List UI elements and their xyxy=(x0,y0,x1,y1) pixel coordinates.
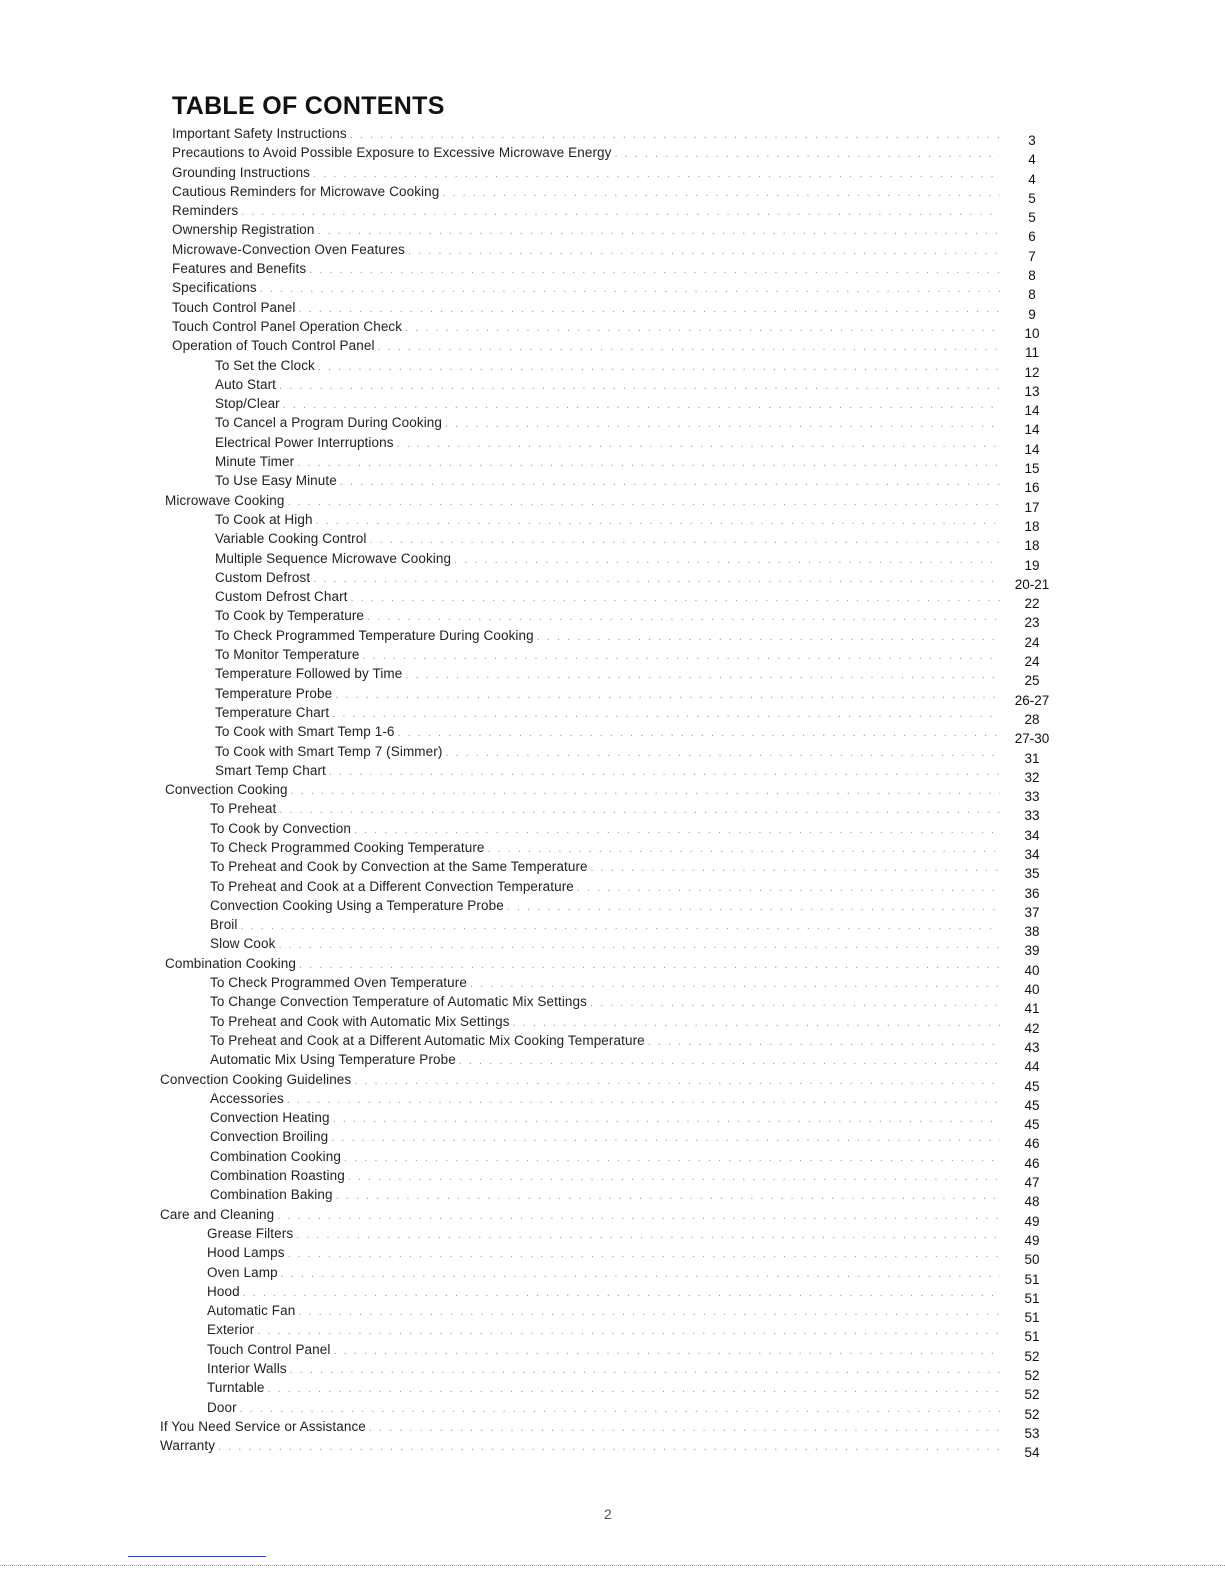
toc-entry-label: Touch Control Panel xyxy=(172,299,296,315)
toc-entry-text xyxy=(210,877,1004,898)
toc-entry xyxy=(160,664,1060,689)
toc-page-number: 34 xyxy=(1024,827,1040,843)
toc-page-number: 40 xyxy=(1024,982,1040,998)
toc-page-number: 51 xyxy=(1024,1310,1040,1326)
toc-entry xyxy=(160,568,1060,592)
toc-entry xyxy=(160,703,1060,727)
toc-entry-label: To Set the Clock xyxy=(215,357,315,373)
toc-page-number: 18 xyxy=(1024,538,1040,554)
toc-entry-label: Features and Benefits xyxy=(172,261,307,277)
toc-entry-text xyxy=(210,1185,1004,1206)
toc-page-number: 51 xyxy=(1024,1271,1040,1287)
toc-entry xyxy=(160,645,1060,670)
toc-entry-label: Hood Lamps xyxy=(207,1245,285,1261)
page-title: TABLE OF CONTENTS xyxy=(172,92,445,120)
toc-entry xyxy=(160,220,1060,245)
toc-entry-text xyxy=(172,240,1004,261)
toc-entry-text xyxy=(215,529,1004,550)
toc-entry xyxy=(160,259,1060,284)
toc-entry-text xyxy=(215,722,1004,743)
toc-entry-text xyxy=(160,1417,1004,1438)
toc-entry-text xyxy=(207,1243,1004,1264)
toc-page-number: 5 xyxy=(1028,210,1036,226)
toc-entry xyxy=(160,471,1060,496)
toc-page-number: 50 xyxy=(1024,1252,1040,1268)
toc-entry-label: Interior Walls xyxy=(207,1361,287,1376)
toc-entry-label: Convection Heating xyxy=(210,1110,330,1126)
table-of-contents xyxy=(160,124,1060,1461)
toc-page-number: 4 xyxy=(1028,152,1036,168)
toc-entry xyxy=(160,375,1060,399)
toc-entry xyxy=(160,433,1060,457)
toc-page-number: 24 xyxy=(1024,654,1040,670)
toc-entry-text xyxy=(207,1282,1004,1303)
toc-entry xyxy=(160,1166,1060,1191)
toc-entry-label: Exterior xyxy=(207,1322,255,1338)
toc-entry xyxy=(160,452,1060,477)
toc-entry xyxy=(160,973,1060,998)
toc-entry-label: Convection Broiling xyxy=(210,1129,329,1145)
toc-entry xyxy=(160,1320,1060,1345)
toc-entry xyxy=(160,529,1060,554)
toc-entry xyxy=(160,201,1060,226)
toc-entry xyxy=(160,761,1060,785)
toc-page-number: 34 xyxy=(1024,846,1040,862)
toc-entry-label: If You Need Service or Assistance xyxy=(160,1418,366,1434)
toc-entry xyxy=(160,1417,1060,1441)
toc-entry-text xyxy=(210,934,1004,955)
toc-page-number: 14 xyxy=(1024,403,1040,419)
toc-entry-label: Auto Start xyxy=(215,376,277,392)
toc-entry-text xyxy=(210,1127,1004,1148)
toc-page-number: 22 xyxy=(1024,596,1040,612)
toc-entry-text xyxy=(215,413,1004,434)
toc-page-number: 20-21 xyxy=(1014,576,1050,592)
toc-entry xyxy=(160,298,1060,322)
toc-entry-text xyxy=(207,1398,1004,1419)
toc-entry-text xyxy=(160,1436,1004,1457)
toc-entry-text xyxy=(172,278,1004,299)
toc-entry-text xyxy=(215,433,1004,454)
toc-entry xyxy=(160,819,1060,843)
toc-entry-text xyxy=(172,163,1004,184)
toc-entry-label: Cautious Reminders for Microwave Cooking xyxy=(172,183,440,199)
toc-entry xyxy=(160,240,1060,264)
toc-page-number: 13 xyxy=(1024,383,1040,399)
toc-entry-text xyxy=(172,220,1004,241)
toc-entry-text xyxy=(215,626,1004,647)
toc-page-number: 8 xyxy=(1028,268,1036,284)
toc-entry-label: To Cook by Convection xyxy=(210,820,351,836)
toc-entry-label: Convection Cooking xyxy=(165,782,288,798)
toc-entry-label: Custom Defrost Chart xyxy=(215,589,348,605)
toc-entry xyxy=(160,954,1060,978)
toc-entry xyxy=(160,1185,1060,1210)
toc-entry-label: Microwave-Convection Oven Features xyxy=(172,241,405,257)
toc-entry-label: Slow Cook xyxy=(210,936,276,952)
toc-page-number: 45 xyxy=(1024,1078,1040,1094)
toc-entry xyxy=(160,934,1060,959)
toc-page-number: 44 xyxy=(1024,1059,1040,1075)
toc-page-number: 33 xyxy=(1024,789,1040,805)
toc-page-number: 24 xyxy=(1024,634,1040,650)
toc-entry xyxy=(160,684,1060,708)
toc-entry xyxy=(160,356,1060,380)
toc-entry-label: Stop/Clear xyxy=(215,396,280,412)
toc-entry-label: To Check Programmed Oven Temperature xyxy=(210,975,467,991)
toc-entry-text xyxy=(215,452,1004,473)
toc-entry-text xyxy=(215,549,1004,570)
toc-entry xyxy=(160,1436,1060,1461)
toc-page-number: 46 xyxy=(1024,1136,1040,1152)
toc-entry xyxy=(160,1050,1060,1075)
toc-page-number: 14 xyxy=(1024,422,1040,438)
toc-entry-label: Warranty xyxy=(160,1438,216,1454)
toc-entry-text xyxy=(210,1050,1004,1071)
toc-entry xyxy=(160,317,1060,341)
toc-page-number: 17 xyxy=(1024,499,1040,515)
toc-page-number: 49 xyxy=(1024,1213,1040,1229)
toc-entry xyxy=(160,1263,1060,1287)
toc-entry xyxy=(160,877,1060,901)
toc-entry xyxy=(160,915,1060,940)
toc-entry-text xyxy=(207,1340,1004,1361)
toc-entry-label: To Preheat and Cook by Convection at the Same Temperature xyxy=(210,859,588,875)
toc-entry-label: Variable Cooking Control xyxy=(215,531,367,547)
toc-entry-text xyxy=(210,838,1004,859)
toc-page-number: 41 xyxy=(1024,1001,1040,1017)
toc-page-number: 52 xyxy=(1024,1368,1040,1383)
toc-entry xyxy=(160,1089,1060,1113)
toc-page-number: 7 xyxy=(1028,248,1036,264)
toc-entry xyxy=(160,1282,1060,1306)
toc-entry xyxy=(160,606,1060,631)
toc-entry-label: Temperature Chart xyxy=(215,704,330,720)
toc-page-number: 53 xyxy=(1024,1425,1040,1441)
toc-page-number: 33 xyxy=(1024,808,1040,824)
toc-page-number: 54 xyxy=(1024,1445,1040,1461)
toc-entry-label: Automatic Mix Using Temperature Probe xyxy=(210,1052,456,1068)
toc-entry-label: Smart Temp Chart xyxy=(215,762,326,778)
toc-entry-text xyxy=(210,799,1004,820)
toc-page-number: 31 xyxy=(1024,750,1040,766)
toc-page-number: 51 xyxy=(1024,1290,1040,1306)
toc-entry-label: Operation of Touch Control Panel xyxy=(172,338,375,354)
toc-entry-label: Temperature Followed by Time xyxy=(215,666,403,682)
toc-entry-text xyxy=(215,471,1004,492)
toc-page-number: 49 xyxy=(1024,1232,1040,1248)
toc-entry-label: Minute Timer xyxy=(215,454,295,470)
toc-entry-text xyxy=(165,780,1004,801)
toc-entry-text xyxy=(172,143,1004,164)
toc-entry xyxy=(160,1243,1060,1268)
toc-entry-label: Combination Baking xyxy=(210,1187,333,1203)
toc-entry-text xyxy=(210,1031,1004,1052)
toc-entry-text xyxy=(210,819,1004,840)
toc-entry xyxy=(160,182,1060,206)
toc-entry-text xyxy=(215,742,1004,763)
toc-entry-text xyxy=(172,182,1004,203)
toc-page-number: 28 xyxy=(1024,711,1040,727)
toc-entry-label: To Cancel a Program During Cooking xyxy=(215,415,443,431)
toc-page-number: 27-30 xyxy=(1014,731,1050,747)
toc-entry xyxy=(160,722,1060,747)
toc-entry xyxy=(160,1340,1060,1364)
toc-entry-label: Specifications xyxy=(172,280,257,296)
toc-entry-label: Hood xyxy=(207,1283,240,1299)
toc-entry-text xyxy=(165,954,1004,975)
toc-page-number: 35 xyxy=(1024,866,1040,882)
toc-entry-text xyxy=(210,1166,1004,1187)
toc-page-number: 45 xyxy=(1024,1097,1040,1113)
toc-entry-text xyxy=(207,1263,1004,1284)
toc-entry-label: Automatic Fan xyxy=(207,1303,296,1319)
toc-entry-label: Combination Roasting xyxy=(210,1168,345,1184)
toc-entry-text xyxy=(215,664,1004,685)
toc-entry-text xyxy=(172,259,1004,280)
toc-page-number: 12 xyxy=(1024,364,1040,380)
toc-page-number: 40 xyxy=(1024,962,1040,978)
toc-entry-text xyxy=(215,606,1004,627)
toc-entry xyxy=(160,1108,1060,1133)
toc-entry-text xyxy=(215,568,1004,589)
toc-entry-text xyxy=(215,394,1004,415)
toc-page-number: 36 xyxy=(1024,885,1040,901)
toc-entry xyxy=(160,1224,1060,1248)
toc-page-number: 14 xyxy=(1024,441,1040,457)
toc-page-number: 15 xyxy=(1024,461,1040,477)
toc-page-number: 47 xyxy=(1024,1175,1040,1191)
toc-entry xyxy=(160,1301,1060,1326)
toc-entry xyxy=(160,124,1060,148)
toc-entry-text xyxy=(165,491,1004,512)
toc-entry-text xyxy=(215,684,1004,705)
toc-page-number: 32 xyxy=(1024,769,1040,785)
toc-entry-label: Ownership Registration xyxy=(172,222,315,238)
toc-page-number: 8 xyxy=(1028,287,1036,303)
toc-entry xyxy=(160,1012,1060,1036)
toc-page-number: 18 xyxy=(1024,518,1040,534)
toc-entry-text xyxy=(172,124,1004,145)
toc-page-number: 46 xyxy=(1024,1155,1040,1171)
toc-page-number: 48 xyxy=(1024,1194,1040,1210)
toc-entry-text xyxy=(172,317,1004,338)
toc-entry xyxy=(160,394,1060,419)
toc-entry-label: Convection Cooking Guidelines xyxy=(160,1071,352,1087)
toc-entry xyxy=(160,1378,1060,1403)
toc-entry-text xyxy=(215,761,1004,782)
toc-entry-label: To Preheat and Cook with Automatic Mix Settings xyxy=(210,1013,510,1029)
toc-entry-text xyxy=(210,1147,1004,1168)
toc-entry-label: To Preheat and Cook at a Different Automatic Mix Cooking Temperature xyxy=(210,1032,645,1048)
toc-entry xyxy=(160,857,1060,882)
toc-entry-label: Precautions to Avoid Possible Exposure to Excessive Microwave Energy xyxy=(172,145,612,161)
toc-page-number: 38 xyxy=(1024,924,1040,940)
toc-entry-text xyxy=(160,1070,1004,1091)
toc-entry xyxy=(160,1031,1060,1055)
bottom-link-bar xyxy=(128,1555,266,1557)
toc-entry xyxy=(160,799,1060,824)
toc-entry xyxy=(160,838,1060,862)
toc-entry-text xyxy=(207,1301,1004,1322)
toc-page-number: 11 xyxy=(1024,345,1039,361)
toc-entry-text xyxy=(215,356,1004,377)
toc-entry-label: Multiple Sequence Microwave Cooking xyxy=(215,550,452,566)
toc-entry-text xyxy=(215,645,1004,666)
toc-entry xyxy=(160,587,1060,612)
toc-page-number: 45 xyxy=(1024,1117,1040,1133)
toc-entry-label: To Cook with Smart Temp 7 (Simmer) xyxy=(215,743,443,759)
toc-entry-label: Custom Defrost xyxy=(215,569,311,585)
toc-entry-label: Accessories xyxy=(210,1090,284,1106)
toc-entry-label: Combination Cooking xyxy=(210,1148,341,1164)
toc-entry-text xyxy=(210,1108,1004,1129)
toc-page-number: 9 xyxy=(1028,306,1036,322)
toc-entry-text xyxy=(210,915,1004,936)
toc-entry-text xyxy=(210,1089,1004,1110)
toc-entry xyxy=(160,1205,1060,1229)
toc-entry xyxy=(160,992,1060,1017)
toc-entry xyxy=(160,896,1060,920)
toc-entry-text xyxy=(210,896,1004,917)
toc-page-number: 5 xyxy=(1028,190,1036,206)
toc-page-number: 6 xyxy=(1028,229,1036,245)
toc-entry xyxy=(160,1147,1060,1171)
toc-entry-text xyxy=(172,336,1004,357)
toc-entry-label: Electrical Power Interruptions xyxy=(215,434,394,450)
toc-entry-label: Touch Control Panel Operation Check xyxy=(172,318,403,334)
toc-entry-label: To Cook by Temperature xyxy=(215,608,365,624)
toc-entry xyxy=(160,780,1060,805)
toc-entry-label: To Check Programmed Cooking Temperature xyxy=(210,839,485,855)
toc-entry-label: To Preheat xyxy=(210,801,277,817)
toc-page-number: 39 xyxy=(1024,943,1040,959)
toc-entry-label: Care and Cleaning xyxy=(160,1206,275,1222)
toc-entry-text xyxy=(207,1359,1004,1380)
toc-entry-text xyxy=(207,1224,1004,1245)
toc-page-number: 52 xyxy=(1024,1348,1040,1364)
toc-page-number: 23 xyxy=(1024,615,1040,631)
toc-entry xyxy=(160,163,1060,187)
toc-entry-text xyxy=(215,587,1004,608)
toc-entry-label: Important Safety Instructions xyxy=(172,126,347,141)
toc-entry-label: Grounding Instructions xyxy=(172,164,311,180)
toc-entry xyxy=(160,1070,1060,1094)
toc-entry-text xyxy=(160,1205,1004,1226)
toc-entry xyxy=(160,1359,1060,1383)
toc-entry xyxy=(160,549,1060,573)
toc-page-number: 16 xyxy=(1024,480,1040,496)
toc-entry-label: Turntable xyxy=(207,1380,265,1396)
toc-entry-text xyxy=(207,1320,1004,1341)
page-number: 2 xyxy=(604,1506,612,1522)
toc-entry-label: Oven Lamp xyxy=(207,1264,278,1280)
toc-entry-label: Touch Control Panel xyxy=(207,1341,331,1357)
toc-page-number: 52 xyxy=(1024,1387,1040,1403)
toc-entry-text xyxy=(207,1378,1004,1399)
toc-entry-label: To Preheat and Cook at a Different Convection Temperature xyxy=(210,878,574,894)
toc-page-number: 42 xyxy=(1024,1020,1040,1036)
toc-entry-text xyxy=(215,375,1004,396)
toc-entry-label: Microwave Cooking xyxy=(165,492,285,508)
bottom-divider xyxy=(0,1565,1225,1566)
toc-entry-text xyxy=(210,992,1004,1013)
toc-page-number: 10 xyxy=(1024,325,1040,341)
toc-entry-label: Grease Filters xyxy=(207,1225,294,1241)
toc-page-number: 37 xyxy=(1024,904,1040,920)
toc-entry-label: To Monitor Temperature xyxy=(215,647,360,663)
toc-entry-label: Door xyxy=(207,1399,237,1415)
toc-entry-text xyxy=(172,298,1004,319)
toc-entry-text xyxy=(210,1012,1004,1033)
toc-entry xyxy=(160,1127,1060,1152)
toc-entry-label: To Cook at High xyxy=(215,511,313,527)
toc-page-number: 19 xyxy=(1024,557,1040,573)
toc-entry-label: To Cook with Smart Temp 1-6 xyxy=(215,724,395,740)
toc-entry-label: Reminders xyxy=(172,203,239,219)
toc-entry xyxy=(160,1398,1060,1422)
toc-entry-label: Broil xyxy=(210,917,238,933)
toc-entry-label: Convection Cooking Using a Temperature Probe xyxy=(210,897,504,913)
toc-entry-label: To Check Programmed Temperature During Cooking xyxy=(215,627,534,643)
toc-entry xyxy=(160,510,1060,534)
toc-page-number: 4 xyxy=(1028,171,1036,187)
toc-entry-text xyxy=(215,510,1004,531)
toc-entry xyxy=(160,626,1060,650)
toc-entry-label: Combination Cooking xyxy=(165,955,296,971)
toc-page-number: 3 xyxy=(1028,133,1036,148)
toc-entry-label: To Change Convection Temperature of Automatic Mix Settings xyxy=(210,994,587,1010)
toc-page-number: 43 xyxy=(1024,1039,1040,1055)
toc-entry xyxy=(160,491,1060,515)
toc-page-number: 51 xyxy=(1024,1329,1040,1345)
toc-entry-text xyxy=(172,201,1004,222)
toc-entry-label: To Use Easy Minute xyxy=(215,473,337,489)
toc-entry xyxy=(160,336,1060,361)
toc-entry-text xyxy=(215,703,1004,724)
toc-entry xyxy=(160,742,1060,766)
toc-page-number: 26-27 xyxy=(1014,692,1050,708)
toc-entry-label: Temperature Probe xyxy=(215,685,333,701)
toc-entry xyxy=(160,278,1060,303)
dot-leader xyxy=(218,1438,1000,1457)
toc-entry-text xyxy=(210,973,1004,994)
toc-page-number: 52 xyxy=(1024,1406,1040,1422)
toc-entry xyxy=(160,413,1060,438)
toc-page-number: 25 xyxy=(1024,673,1040,689)
toc-entry-text xyxy=(210,857,1004,878)
toc-entry xyxy=(160,143,1060,168)
